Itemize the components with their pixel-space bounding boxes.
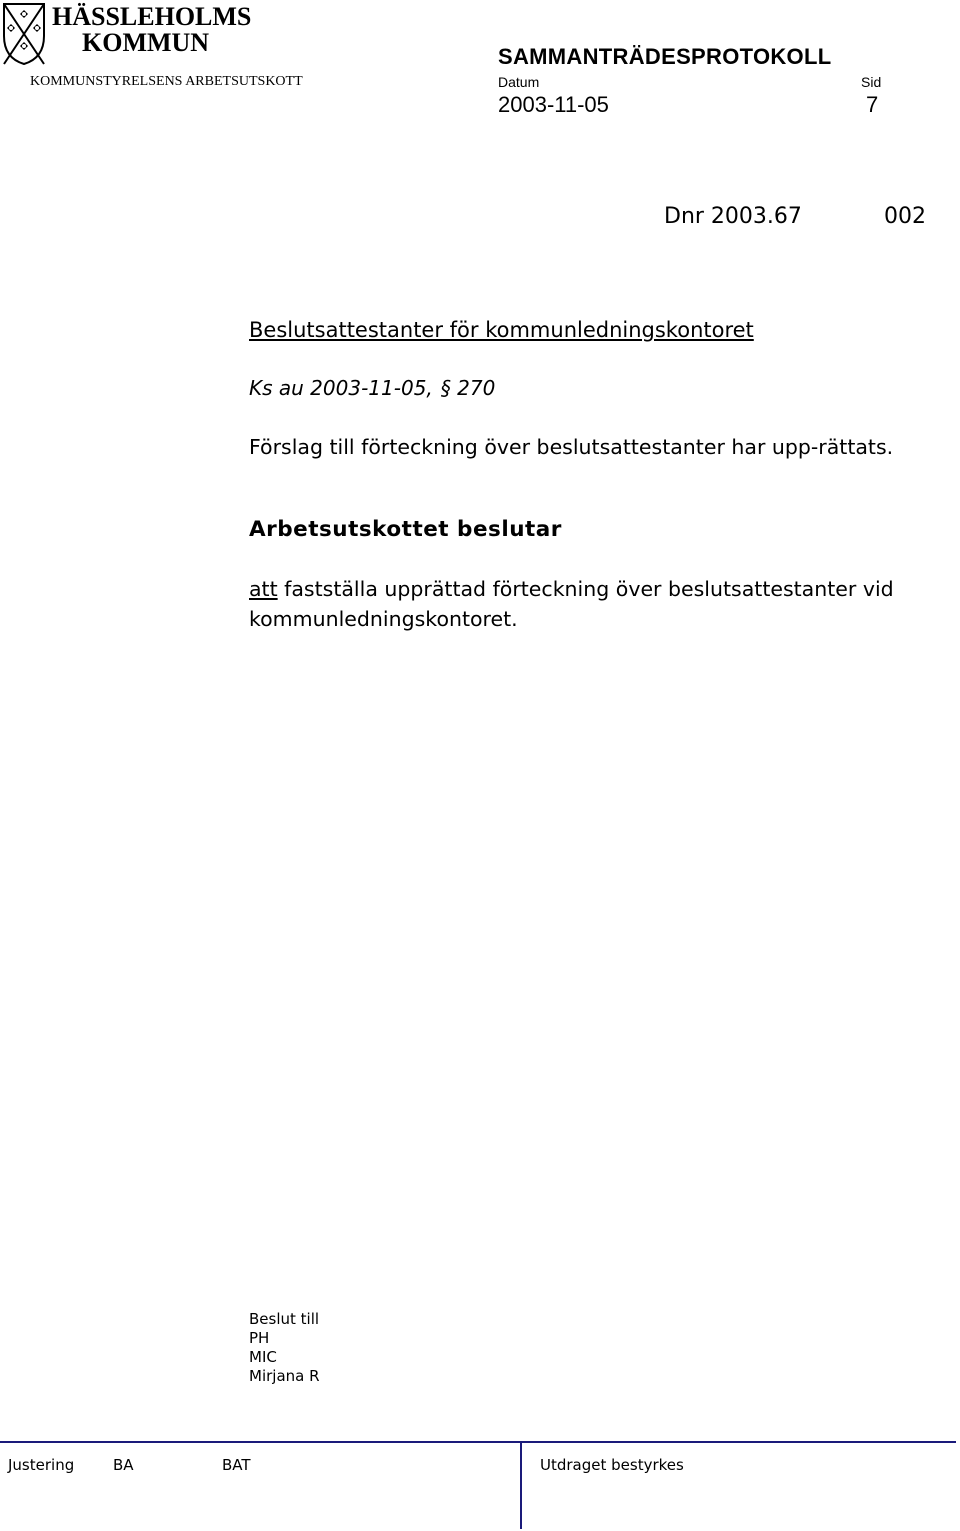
footer-divider xyxy=(0,1441,956,1443)
signature-initials: BAT xyxy=(222,1456,251,1474)
municipality-name-line1: HÄSSLEHOLMS xyxy=(52,2,252,31)
recipient: Mirjana R xyxy=(249,1367,320,1385)
decision-att: att xyxy=(249,577,278,601)
municipality-name-line2: KOMMUN xyxy=(82,28,210,57)
recipient: PH xyxy=(249,1329,270,1347)
signature-initials: BA xyxy=(113,1456,134,1474)
decision-body: fastställa upprättad förteckning över beslutsattestanter vid kommunledningskontoret. xyxy=(249,577,894,631)
justering-label: Justering xyxy=(8,1456,75,1474)
date-value: 2003-11-05 xyxy=(498,92,609,117)
committee-name: KOMMUNSTYRELSENS ARBETSUTSKOTT xyxy=(30,74,303,89)
reference-text: Ks au 2003-11-05, xyxy=(249,376,433,400)
item-title: Beslutsattestanter för kommunledningskontoret xyxy=(249,318,754,342)
document-type: SAMMANTRÄDESPROTOKOLL xyxy=(498,44,832,69)
recipient: MIC xyxy=(249,1348,277,1366)
page-label: Sid xyxy=(861,74,882,90)
distribution-heading: Beslut till xyxy=(249,1310,320,1328)
registry-subnumber: 002 xyxy=(884,204,926,229)
section-number: 270 xyxy=(457,376,496,400)
certified-label: Utdraget bestyrkes xyxy=(540,1456,684,1474)
item-description: Förslag till förteckning över beslutsattestanter har upp-rättats. xyxy=(249,435,894,459)
decision-heading: Arbetsutskottet beslutar xyxy=(249,517,562,542)
decision-text xyxy=(249,574,954,634)
item-reference xyxy=(249,376,495,400)
registry-number: Dnr 2003.67 xyxy=(664,204,802,229)
section-sign: § xyxy=(440,376,451,400)
municipality-name xyxy=(52,4,251,56)
distribution-list xyxy=(249,1310,320,1386)
footer-vertical-divider xyxy=(520,1441,522,1529)
date-label: Datum xyxy=(498,74,540,90)
page-number: 7 xyxy=(866,92,879,117)
municipal-coat-of-arms-logo xyxy=(2,2,46,66)
